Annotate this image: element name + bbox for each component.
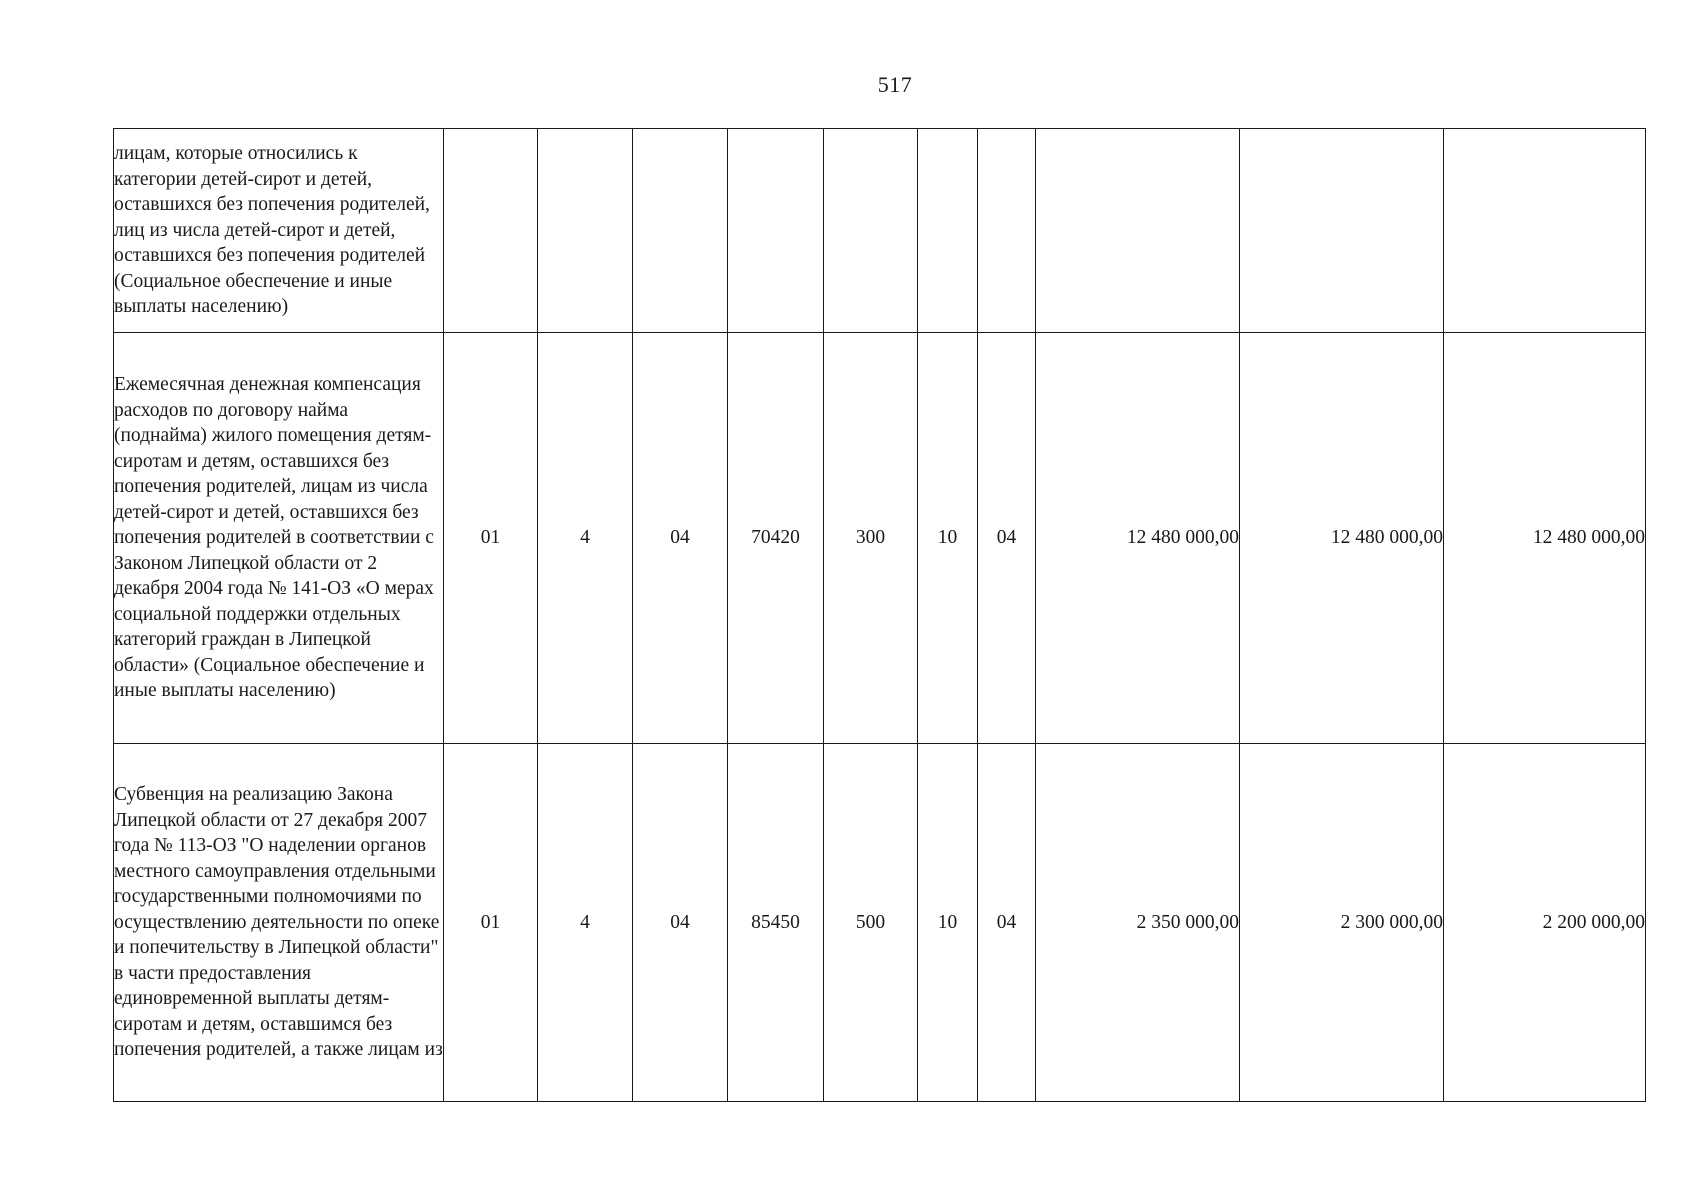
cell-code-7 [978,129,1036,333]
cell-code-5: 300 [824,333,918,744]
cell-code-1 [444,129,538,333]
cell-code-6: 10 [918,744,978,1102]
cell-code-1: 01 [444,333,538,744]
cell-code-4 [728,129,824,333]
cell-amount-1 [1036,129,1240,333]
cell-amount-3: 12 480 000,00 [1444,333,1646,744]
cell-code-4: 70420 [728,333,824,744]
row-description: лицам, которые относились к категории детей-сирот и детей, оставшихся без попечения родителей, лиц из числа детей-сирот и детей, оставшихся без попечения родителей (Социальное обеспечение и иные выплаты населению) [114,129,444,333]
row-description: Ежемесячная денежная компенсация расходов по договору найма (поднайма) жилого помещения детям-сиротам и детям, оставшихся без попечения родителей, лицам из числа детей-сирот и детей, оставшихся без попечения родителей в соответствии с Законом Липецкой области от 2 декабря 2004 года № 141-ОЗ «О мерах социальной поддержки отдельных категорий граждан в Липецкой области» (Социальное обеспечение и иные выплаты населению) [114,333,444,744]
cell-code-3 [633,129,728,333]
cell-amount-2: 2 300 000,00 [1240,744,1444,1102]
cell-amount-2: 12 480 000,00 [1240,333,1444,744]
row-description: Субвенция на реализацию Закона Липецкой области от 27 декабря 2007 года № 113-ОЗ "О наделении органов местного самоуправления отдельными государственными полномочиями по осуществлению деятельности по опеке и попечительству в Липецкой области" в части предоставления единовременной выплаты детям-сиротам и детям, оставшимся без попечения родителей, а также лицам из [114,744,444,1102]
cell-code-6 [918,129,978,333]
cell-amount-1: 12 480 000,00 [1036,333,1240,744]
cell-code-7: 04 [978,333,1036,744]
cell-code-7: 04 [978,744,1036,1102]
cell-amount-3: 2 200 000,00 [1444,744,1646,1102]
cell-code-1: 01 [444,744,538,1102]
page-number: 517 [877,72,913,97]
cell-code-5 [824,129,918,333]
cell-code-2: 4 [538,333,633,744]
cell-amount-3 [1444,129,1646,333]
cell-code-3: 04 [633,744,728,1102]
cell-code-4: 85450 [728,744,824,1102]
cell-code-3: 04 [633,333,728,744]
cell-code-2 [538,129,633,333]
cell-code-2: 4 [538,744,633,1102]
cell-amount-1: 2 350 000,00 [1036,744,1240,1102]
budget-table [113,128,1646,1102]
cell-code-6: 10 [918,333,978,744]
table-row [114,744,1646,1102]
cell-amount-2 [1240,129,1444,333]
table-row [114,129,1646,333]
cell-code-5: 500 [824,744,918,1102]
table-row [114,333,1646,744]
